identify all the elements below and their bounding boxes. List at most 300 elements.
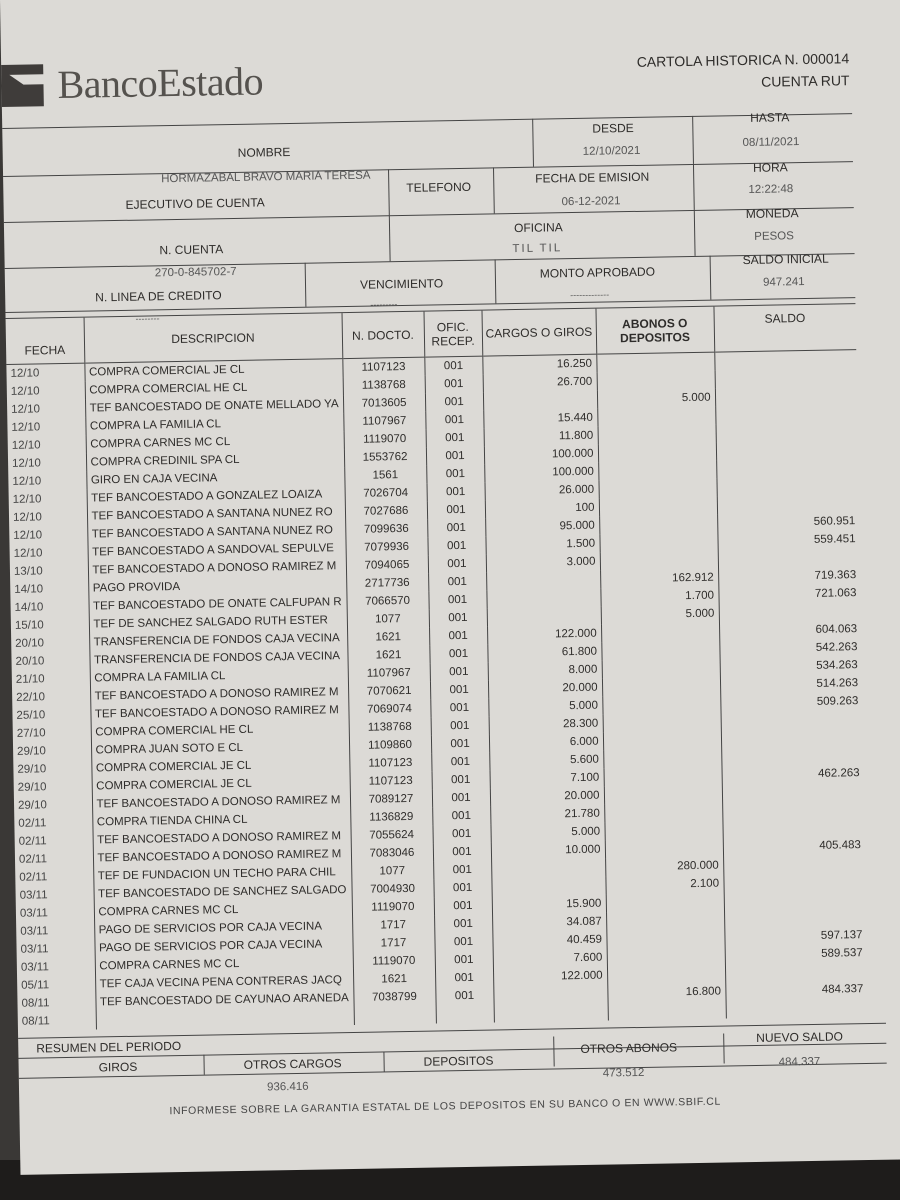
cell-docto: 1717 xyxy=(352,934,434,953)
cell-docto: 1107967 xyxy=(343,412,425,431)
cell-docto xyxy=(354,1006,436,1025)
cell-descripcion: TRANSFERENCIA DE FONDOS CAJA VECINA xyxy=(89,647,347,670)
cell-fecha: 29/10 xyxy=(17,799,47,812)
desde-label: DESDE xyxy=(592,120,634,136)
cell-abono xyxy=(606,911,724,931)
cell-abono xyxy=(604,785,722,805)
cell-ofic: 001 xyxy=(431,717,489,736)
cell-descripcion: TEF BANCOESTADO DE ONATE CALFUPAN R xyxy=(88,593,346,616)
cell-abono: 16.800 xyxy=(607,982,725,1002)
cell-fecha: 14/10 xyxy=(14,601,44,614)
ejecutivo-label: EJECUTIVO DE CUENTA xyxy=(125,195,265,212)
nombre-value: HORMAZABAL BRAVO MARIA TERESA xyxy=(161,169,371,186)
cell-ofic: 001 xyxy=(426,429,484,448)
cell-abono xyxy=(597,371,715,391)
cell-fecha: 08/11 xyxy=(21,997,50,1010)
cell-fecha: 29/10 xyxy=(17,763,47,776)
cell-fecha: 05/11 xyxy=(21,979,50,992)
cell-fecha: 29/10 xyxy=(17,781,47,794)
cell-abono xyxy=(601,641,719,661)
cell-descripcion: TEF BANCOESTADO A DONOSO RAMIREZ M xyxy=(88,557,346,580)
cell-saldo: 514.263 xyxy=(720,674,862,694)
cell-abono xyxy=(600,551,718,571)
cell-abono xyxy=(599,497,717,517)
cell-ofic: 001 xyxy=(431,735,489,754)
cell-abono: 5.000 xyxy=(597,389,715,409)
cell-cargo: 122.000 xyxy=(487,625,601,645)
cell-docto: 1109860 xyxy=(349,736,431,755)
cell-docto: 1561 xyxy=(344,466,426,485)
cell-fecha: 02/11 xyxy=(19,871,48,884)
cell-docto: 1553762 xyxy=(344,448,426,467)
cell-docto: 1119070 xyxy=(352,898,434,917)
cell-fecha: 02/11 xyxy=(18,817,47,830)
cell-descripcion: TEF BANCOESTADO A DONOSO RAMIREZ M xyxy=(90,683,348,706)
hasta-label: HASTA xyxy=(750,110,790,125)
cell-ofic: 001 xyxy=(435,951,493,970)
cell-docto: 1107123 xyxy=(350,772,432,791)
linea-credito-label: N. LINEA DE CREDITO xyxy=(95,288,222,305)
cell-fecha: 03/11 xyxy=(20,925,49,938)
depositos-label: DEPOSITOS xyxy=(423,1053,494,1069)
cell-ofic: 001 xyxy=(432,807,490,826)
linea-credito-value: -------- xyxy=(135,313,160,324)
cell-abono xyxy=(599,515,717,535)
cell-cargo: 7.600 xyxy=(493,949,607,969)
cell-ofic: 001 xyxy=(432,825,490,844)
cell-docto: 1077 xyxy=(351,862,433,881)
cell-descripcion: TEF BANCOESTADO A DONOSO RAMIREZ M xyxy=(92,791,350,814)
bank-logo xyxy=(1,57,263,109)
cell-saldo: 604.063 xyxy=(719,620,861,640)
cell-ofic: 001 xyxy=(435,987,493,1006)
cell-docto: 7066570 xyxy=(346,592,428,611)
grid-line xyxy=(694,210,696,256)
cell-fecha: 12/10 xyxy=(11,439,41,452)
cuenta-value: 270-0-845702-7 xyxy=(154,265,237,280)
grid-line xyxy=(203,1055,204,1075)
cell-abono xyxy=(607,946,725,966)
cell-fecha: 12/10 xyxy=(13,529,43,542)
cell-ofic: 001 xyxy=(428,591,486,610)
cell-ofic: 001 xyxy=(435,969,493,988)
cell-ofic: 001 xyxy=(430,699,488,718)
cell-cargo: 26.000 xyxy=(485,481,599,501)
cell-descripcion: COMPRA CREDINIL SPA CL xyxy=(86,449,344,472)
bank-logo-icon xyxy=(1,64,44,107)
cell-descripcion: TEF BANCOESTADO A DONOSO RAMIREZ M xyxy=(90,701,348,724)
cell-docto: 7027686 xyxy=(345,502,427,521)
saldo-inicial-label: SALDO INICIAL xyxy=(742,251,829,268)
cell-descripcion: COMPRA TIENDA CHINA CL xyxy=(92,809,350,832)
cell-fecha: 20/10 xyxy=(15,655,45,668)
cell-fecha: 20/10 xyxy=(15,637,45,650)
cell-fecha: 15/10 xyxy=(14,619,44,632)
cell-abono xyxy=(603,749,721,769)
cell-abono xyxy=(597,407,715,427)
cell-saldo: 484.337 xyxy=(725,980,867,1000)
cell-docto: 1621 xyxy=(347,646,429,665)
bank-name: BancoEstado xyxy=(57,58,264,108)
cell-abono xyxy=(606,929,724,949)
cell-docto: 7055624 xyxy=(351,826,433,845)
cell-docto: 7069074 xyxy=(348,700,430,719)
cell-docto: 1138768 xyxy=(349,718,431,737)
cell-cargo: 34.087 xyxy=(492,913,606,933)
cuenta-label: N. CUENTA xyxy=(159,242,224,258)
cell-descripcion: TRANSFERENCIA DE FONDOS CAJA VECINA xyxy=(89,629,347,652)
cell-descripcion: TEF BANCOESTADO A DONOSO RAMIREZ M xyxy=(93,845,351,868)
cell-ofic: 001 xyxy=(433,879,491,898)
cell-ofic: 001 xyxy=(430,681,488,700)
cell-cargo: 16.250 xyxy=(482,354,596,374)
cell-abono: 2.100 xyxy=(605,875,723,895)
cell-docto: 1077 xyxy=(347,610,429,629)
cell-cargo: 15.440 xyxy=(483,409,597,429)
cell-descripcion: COMPRA CARNES MC CL xyxy=(86,431,344,454)
cell-docto: 1107123 xyxy=(342,357,424,377)
cell-ofic: 001 xyxy=(425,411,483,430)
cell-abono xyxy=(607,964,725,984)
cell-cargo: 21.780 xyxy=(490,805,604,825)
cell-saldo: 721.063 xyxy=(718,584,860,604)
cell-saldo: 405.483 xyxy=(723,836,865,856)
col-fecha: FECHA xyxy=(6,317,85,364)
cell-descripcion: COMPRA CARNES MC CL xyxy=(94,899,352,922)
cell-fecha: 25/10 xyxy=(16,709,46,722)
cell-abono xyxy=(604,821,722,841)
cell-saldo: 589.537 xyxy=(725,944,867,964)
cell-abono xyxy=(598,425,716,445)
transactions-body xyxy=(6,350,868,1031)
oficina-value: TIL TIL xyxy=(512,242,563,256)
saldo-inicial-value: 947.241 xyxy=(762,276,805,289)
cell-docto: 7083046 xyxy=(351,844,433,863)
cell-cargo: 5.600 xyxy=(489,751,603,771)
cell-fecha: 03/11 xyxy=(19,907,48,920)
cell-cargo xyxy=(483,391,597,411)
cell-docto: 7004930 xyxy=(351,880,433,899)
cell-fecha: 22/10 xyxy=(16,691,46,704)
cell-cargo: 100.000 xyxy=(484,463,598,483)
telefono-label: TELEFONO xyxy=(406,179,472,195)
cell-fecha: 27/10 xyxy=(16,727,46,740)
cell-fecha: 12/10 xyxy=(12,475,42,488)
cell-abono xyxy=(598,443,716,463)
cell-descripcion: PAGO PROVIDA xyxy=(88,575,346,598)
cell-abono xyxy=(603,731,721,751)
cell-cargo: 122.000 xyxy=(493,967,607,987)
grid-line xyxy=(710,256,712,300)
cell-abono xyxy=(604,803,722,823)
cell-abono xyxy=(608,1000,726,1020)
cell-ofic: 001 xyxy=(426,465,484,484)
moneda-value: PESOS xyxy=(754,230,794,243)
cell-descripcion: COMPRA LA FAMILIA CL xyxy=(85,413,343,436)
cell-descripcion: COMPRA COMERCIAL HE CL xyxy=(85,377,343,400)
cell-cargo: 8.000 xyxy=(488,661,602,681)
col-docto: N. DOCTO. xyxy=(342,311,425,358)
cell-docto: 1138768 xyxy=(343,376,425,395)
grid-line xyxy=(493,167,495,213)
cell-fecha: 08/11 xyxy=(21,1015,50,1028)
cell-descripcion: TEF BANCOESTADO A DONOSO RAMIREZ M xyxy=(93,827,351,850)
cell-ofic: 001 xyxy=(427,519,485,538)
cell-cargo xyxy=(486,589,600,609)
col-saldo: SALDO xyxy=(713,304,856,352)
cell-fecha: 03/11 xyxy=(20,943,49,956)
grid-line xyxy=(3,161,853,177)
cell-fecha: 12/10 xyxy=(13,547,43,560)
cell-docto: 7089127 xyxy=(350,790,432,809)
cell-descripcion: PAGO DE SERVICIOS POR CAJA VECINA xyxy=(94,935,352,958)
hora-value: 12:22:48 xyxy=(748,183,794,196)
hora-label: HORA xyxy=(752,160,788,175)
cell-ofic: 001 xyxy=(427,483,485,502)
cell-docto: 1621 xyxy=(353,970,435,989)
col-descripcion: DESCRIPCION xyxy=(84,313,343,363)
cell-docto: 7026704 xyxy=(345,484,427,503)
cell-descripcion: COMPRA CARNES MC CL xyxy=(95,953,353,976)
grid-line xyxy=(723,1034,725,1064)
cell-docto: 1107967 xyxy=(348,664,430,683)
giros-label: GIROS xyxy=(98,1059,138,1075)
cell-fecha: 12/10 xyxy=(10,385,40,398)
cell-abono: 5.000 xyxy=(601,605,719,625)
cell-cargo: 5.000 xyxy=(490,823,604,843)
desde-value: 12/10/2021 xyxy=(582,144,641,158)
cell-docto: 7038799 xyxy=(353,988,435,1007)
cell-fecha: 02/11 xyxy=(18,835,47,848)
cell-saldo xyxy=(726,998,868,1018)
cell-ofic: 001 xyxy=(428,573,486,592)
cell-descripcion: TEF DE FUNDACION UN TECHO PARA CHIL xyxy=(93,863,351,886)
cell-cargo: 11.800 xyxy=(484,427,598,447)
cell-descripcion: COMPRA COMERCIAL JE CL xyxy=(84,359,342,382)
cell-saldo: 560.951 xyxy=(717,512,859,532)
cell-docto: 1136829 xyxy=(350,808,432,827)
cell-cargo xyxy=(493,985,607,1005)
fecha-emision-label: FECHA DE EMISION xyxy=(535,169,650,186)
cell-docto: 1119070 xyxy=(353,952,435,971)
cell-fecha: 12/10 xyxy=(11,421,41,434)
cell-abono xyxy=(606,893,724,913)
cell-ofic: 001 xyxy=(427,537,485,556)
cell-docto: 1621 xyxy=(347,628,429,647)
cell-cargo: 95.000 xyxy=(485,517,599,537)
cell-cargo xyxy=(491,877,605,897)
cell-fecha: 13/10 xyxy=(13,565,43,578)
cell-fecha: 14/10 xyxy=(14,583,44,596)
cell-ofic: 001 xyxy=(429,627,487,646)
nuevo-saldo-value: 484.337 xyxy=(778,1055,821,1069)
col-cargos: CARGOS O GIROS xyxy=(482,308,597,356)
cell-fecha: 12/10 xyxy=(10,367,40,380)
grid-line xyxy=(692,116,694,164)
cell-ofic: 001 xyxy=(432,789,490,808)
footer-note: INFORMESE SOBRE LA GARANTIA ESTATAL DE LOS DEPOSITOS EN SU BANCO O EN WWW.SBIF.CL xyxy=(169,1095,721,1118)
cell-docto: 1119070 xyxy=(344,430,426,449)
cell-fecha: 03/11 xyxy=(19,889,48,902)
otros-cargos-value: 936.416 xyxy=(266,1080,309,1094)
nombre-label: NOMBRE xyxy=(237,144,291,160)
statement-title: CARTOLA HISTORICA N. 000014 xyxy=(636,50,850,70)
cell-ofic: 001 xyxy=(425,375,483,394)
cell-fecha: 02/11 xyxy=(18,853,48,866)
monto-aprobado-value: ------------- xyxy=(570,289,610,301)
cell-saldo: 542.263 xyxy=(719,638,861,658)
cell-saldo: 719.363 xyxy=(718,566,860,586)
cell-abono xyxy=(602,677,720,697)
cell-cargo: 61.800 xyxy=(487,643,601,663)
cell-cargo: 40.459 xyxy=(492,931,606,951)
cell-abono xyxy=(601,623,719,643)
cell-descripcion: COMPRA COMERCIAL JE CL xyxy=(91,755,349,778)
cell-descripcion: TEF BANCOESTADO A GONZALEZ LOAIZA xyxy=(87,485,345,508)
cell-ofic: 001 xyxy=(429,609,487,628)
oficina-label: OFICINA xyxy=(513,220,563,236)
cell-cargo: 7.100 xyxy=(490,769,604,789)
cell-ofic: 001 xyxy=(426,447,484,466)
cell-cargo: 3.000 xyxy=(486,553,600,573)
cell-abono xyxy=(599,533,717,553)
cell-docto: 7094065 xyxy=(346,556,428,575)
cell-cargo: 100 xyxy=(485,499,599,519)
nuevo-saldo-label: NUEVO SALDO xyxy=(756,1029,844,1045)
cell-abono xyxy=(604,767,722,787)
account-type: CUENTA RUT xyxy=(760,72,850,90)
cell-descripcion: TEF BANCOESTADO A SANDOVAL SEPULVE xyxy=(87,539,345,562)
grid-line xyxy=(383,1051,384,1071)
grid-line xyxy=(305,263,307,307)
otros-cargos-label: OTROS CARGOS xyxy=(243,1056,342,1072)
cell-abono: 1.700 xyxy=(600,587,718,607)
cell-cargo: 100.000 xyxy=(484,445,598,465)
cell-saldo: 597.137 xyxy=(724,926,866,946)
cell-fecha: 12/10 xyxy=(12,493,42,506)
cell-cargo: 1.500 xyxy=(485,535,599,555)
cell-saldo: 462.263 xyxy=(722,764,864,784)
monto-aprobado-label: MONTO APROBADO xyxy=(539,264,656,281)
cell-cargo: 15.900 xyxy=(492,895,606,915)
cell-saldo: 534.263 xyxy=(720,656,862,676)
cell-ofic: 001 xyxy=(428,555,486,574)
cell-cargo xyxy=(487,607,601,627)
cell-ofic: 001 xyxy=(434,933,492,952)
cell-descripcion: TEF BANCOESTADO A SANTANA NUNEZ RO xyxy=(87,503,345,526)
cell-docto: 1717 xyxy=(352,916,434,935)
cell-saldo xyxy=(714,350,856,371)
cell-fecha: 12/10 xyxy=(12,511,42,524)
cell-cargo: 26.700 xyxy=(483,373,597,393)
cell-abono: 162.912 xyxy=(600,569,718,589)
statement-header xyxy=(637,47,850,95)
cell-saldo: 559.451 xyxy=(717,530,859,550)
otros-abonos-label: OTROS ABONOS xyxy=(580,1040,678,1057)
cell-descripcion: TEF BANCOESTADO DE CAYUNAO ARANEDA xyxy=(95,989,353,1012)
otros-abonos-value: 473.512 xyxy=(602,1066,645,1080)
cell-docto: 7099636 xyxy=(345,520,427,539)
cell-ofic: 001 xyxy=(425,393,483,412)
cell-cargo xyxy=(494,1003,608,1023)
cell-descripcion: COMPRA COMERCIAL HE CL xyxy=(91,719,349,742)
cell-descripcion: PAGO DE SERVICIOS POR CAJA VECINA xyxy=(94,917,352,940)
cell-cargo: 20.000 xyxy=(488,679,602,699)
grid-line xyxy=(532,119,534,167)
cell-fecha: 12/10 xyxy=(11,457,41,470)
cell-cargo: 20.000 xyxy=(490,787,604,807)
cell-ofic xyxy=(436,1005,494,1024)
cell-abono xyxy=(602,659,720,679)
cell-cargo xyxy=(491,859,605,879)
cell-cargo: 6.000 xyxy=(489,733,603,753)
cell-cargo xyxy=(486,571,600,591)
cell-docto: 7013605 xyxy=(343,394,425,413)
grid-line xyxy=(388,169,390,215)
fecha-emision-value: 06-12-2021 xyxy=(561,195,621,209)
cell-descripcion: COMPRA LA FAMILIA CL xyxy=(90,665,348,688)
cell-descripcion: TEF BANCOESTADO DE SANCHEZ SALGADO xyxy=(93,881,351,904)
cell-ofic: 001 xyxy=(433,843,491,862)
grid-line xyxy=(495,259,497,303)
cell-ofic: 001 xyxy=(427,501,485,520)
cell-fecha: 12/10 xyxy=(11,403,41,416)
col-abonos: ABONOS O DEPOSITOS xyxy=(595,306,714,354)
cell-ofic: 001 xyxy=(429,645,487,664)
cell-ofic: 001 xyxy=(434,915,492,934)
cell-descripcion: TEF CAJA VECINA PENA CONTRERAS JACQ xyxy=(95,971,353,994)
cell-abono xyxy=(598,479,716,499)
grid-line xyxy=(2,113,852,129)
col-ofic: OFIC. RECEP. xyxy=(424,310,483,357)
cell-ofic: 001 xyxy=(433,861,491,880)
cell-abono xyxy=(602,695,720,715)
cell-ofic: 001 xyxy=(432,771,490,790)
summary-title: RESUMEN DEL PERIODO xyxy=(36,1038,182,1056)
cell-descripcion: TEF DE SANCHEZ SALGADO RUTH ESTER xyxy=(89,611,347,634)
cell-descripcion: TEF BANCOESTADO DE ONATE MELLADO YA xyxy=(85,395,343,418)
cell-fecha: 03/11 xyxy=(20,961,49,974)
cell-descripcion: TEF BANCOESTADO A SANTANA NUNEZ RO xyxy=(87,521,345,544)
cell-cargo: 28.300 xyxy=(489,715,603,735)
cell-saldo: 509.263 xyxy=(720,692,862,712)
grid-line xyxy=(389,215,391,261)
cell-abono: 280.000 xyxy=(605,857,723,877)
cell-ofic: 001 xyxy=(434,897,492,916)
cell-docto: 7070621 xyxy=(348,682,430,701)
cell-ofic: 001 xyxy=(430,663,488,682)
cell-abono xyxy=(598,461,716,481)
cell-descripcion: COMPRA COMERCIAL JE CL xyxy=(92,773,350,796)
cell-abono xyxy=(605,839,723,859)
grid-line xyxy=(693,164,695,210)
cell-fecha: 21/10 xyxy=(15,673,45,686)
hasta-value: 08/11/2021 xyxy=(742,136,800,150)
cell-cargo: 5.000 xyxy=(488,697,602,717)
cell-ofic: 001 xyxy=(431,753,489,772)
moneda-label: MONEDA xyxy=(745,206,799,222)
cell-descripcion: COMPRA JUAN SOTO E CL xyxy=(91,737,349,760)
cell-docto: 1107123 xyxy=(349,754,431,773)
transactions-table xyxy=(6,303,868,1031)
cell-cargo: 10.000 xyxy=(491,841,605,861)
cell-docto: 2717736 xyxy=(346,574,428,593)
vencimiento-value: --------- xyxy=(370,299,398,310)
vencimiento-label: VENCIMIENTO xyxy=(359,276,444,292)
cell-abono xyxy=(603,713,721,733)
cell-docto: 7079936 xyxy=(345,538,427,557)
grid-line xyxy=(553,1036,555,1066)
